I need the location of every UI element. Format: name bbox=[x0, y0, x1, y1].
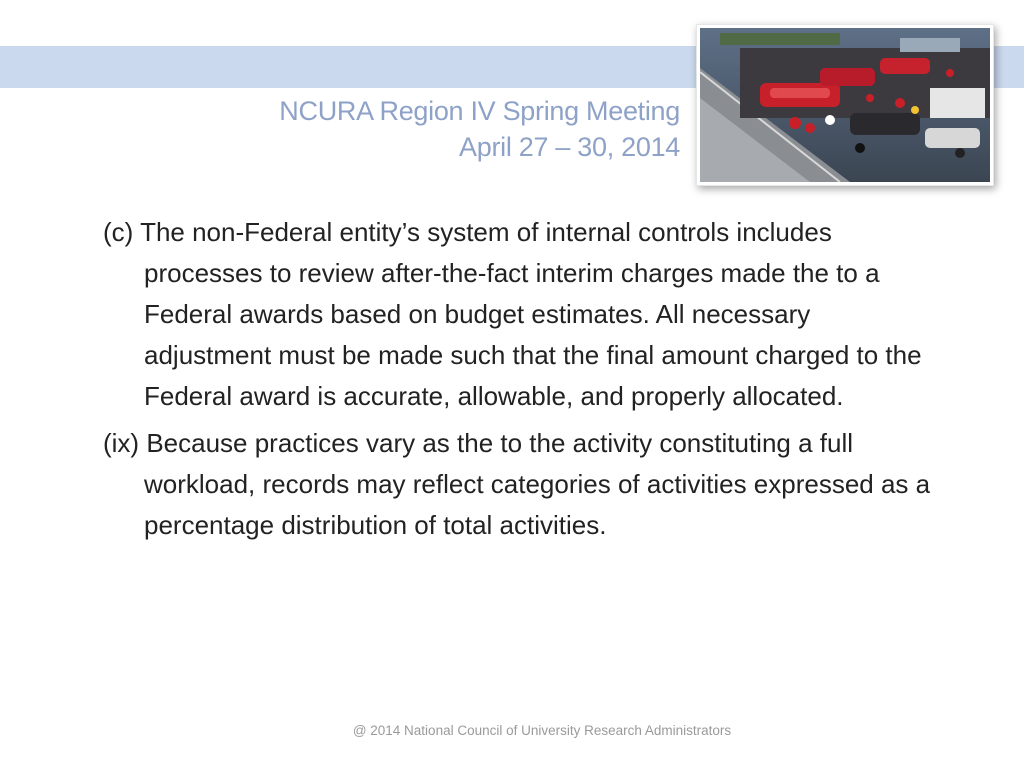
meeting-title bbox=[279, 93, 680, 165]
paragraph-c: (c) The non-Federal entity’s system of internal controls includes processes to review after-the-fact interim charges made the to a Federal awards based on budget estimates. All necessary adjustment must be made such that the final amount charged to the Federal award is accurate, allowable, and properly allocated. bbox=[103, 217, 922, 411]
meeting-title-line1: NCURA Region IV Spring Meeting bbox=[279, 96, 680, 126]
paragraph-ix: (ix) Because practices vary as the to the activity constituting a full workload, records may reflect categories of activities expressed as a percentage distribution of total activities. bbox=[103, 428, 931, 540]
slide-body bbox=[103, 212, 943, 552]
race-pit-stop-photo bbox=[696, 24, 994, 186]
footer-copyright: @ 2014 National Council of University Research Administrators bbox=[352, 723, 732, 738]
photo-image bbox=[700, 28, 990, 182]
meeting-title-line2: April 27 – 30, 2014 bbox=[459, 132, 680, 162]
